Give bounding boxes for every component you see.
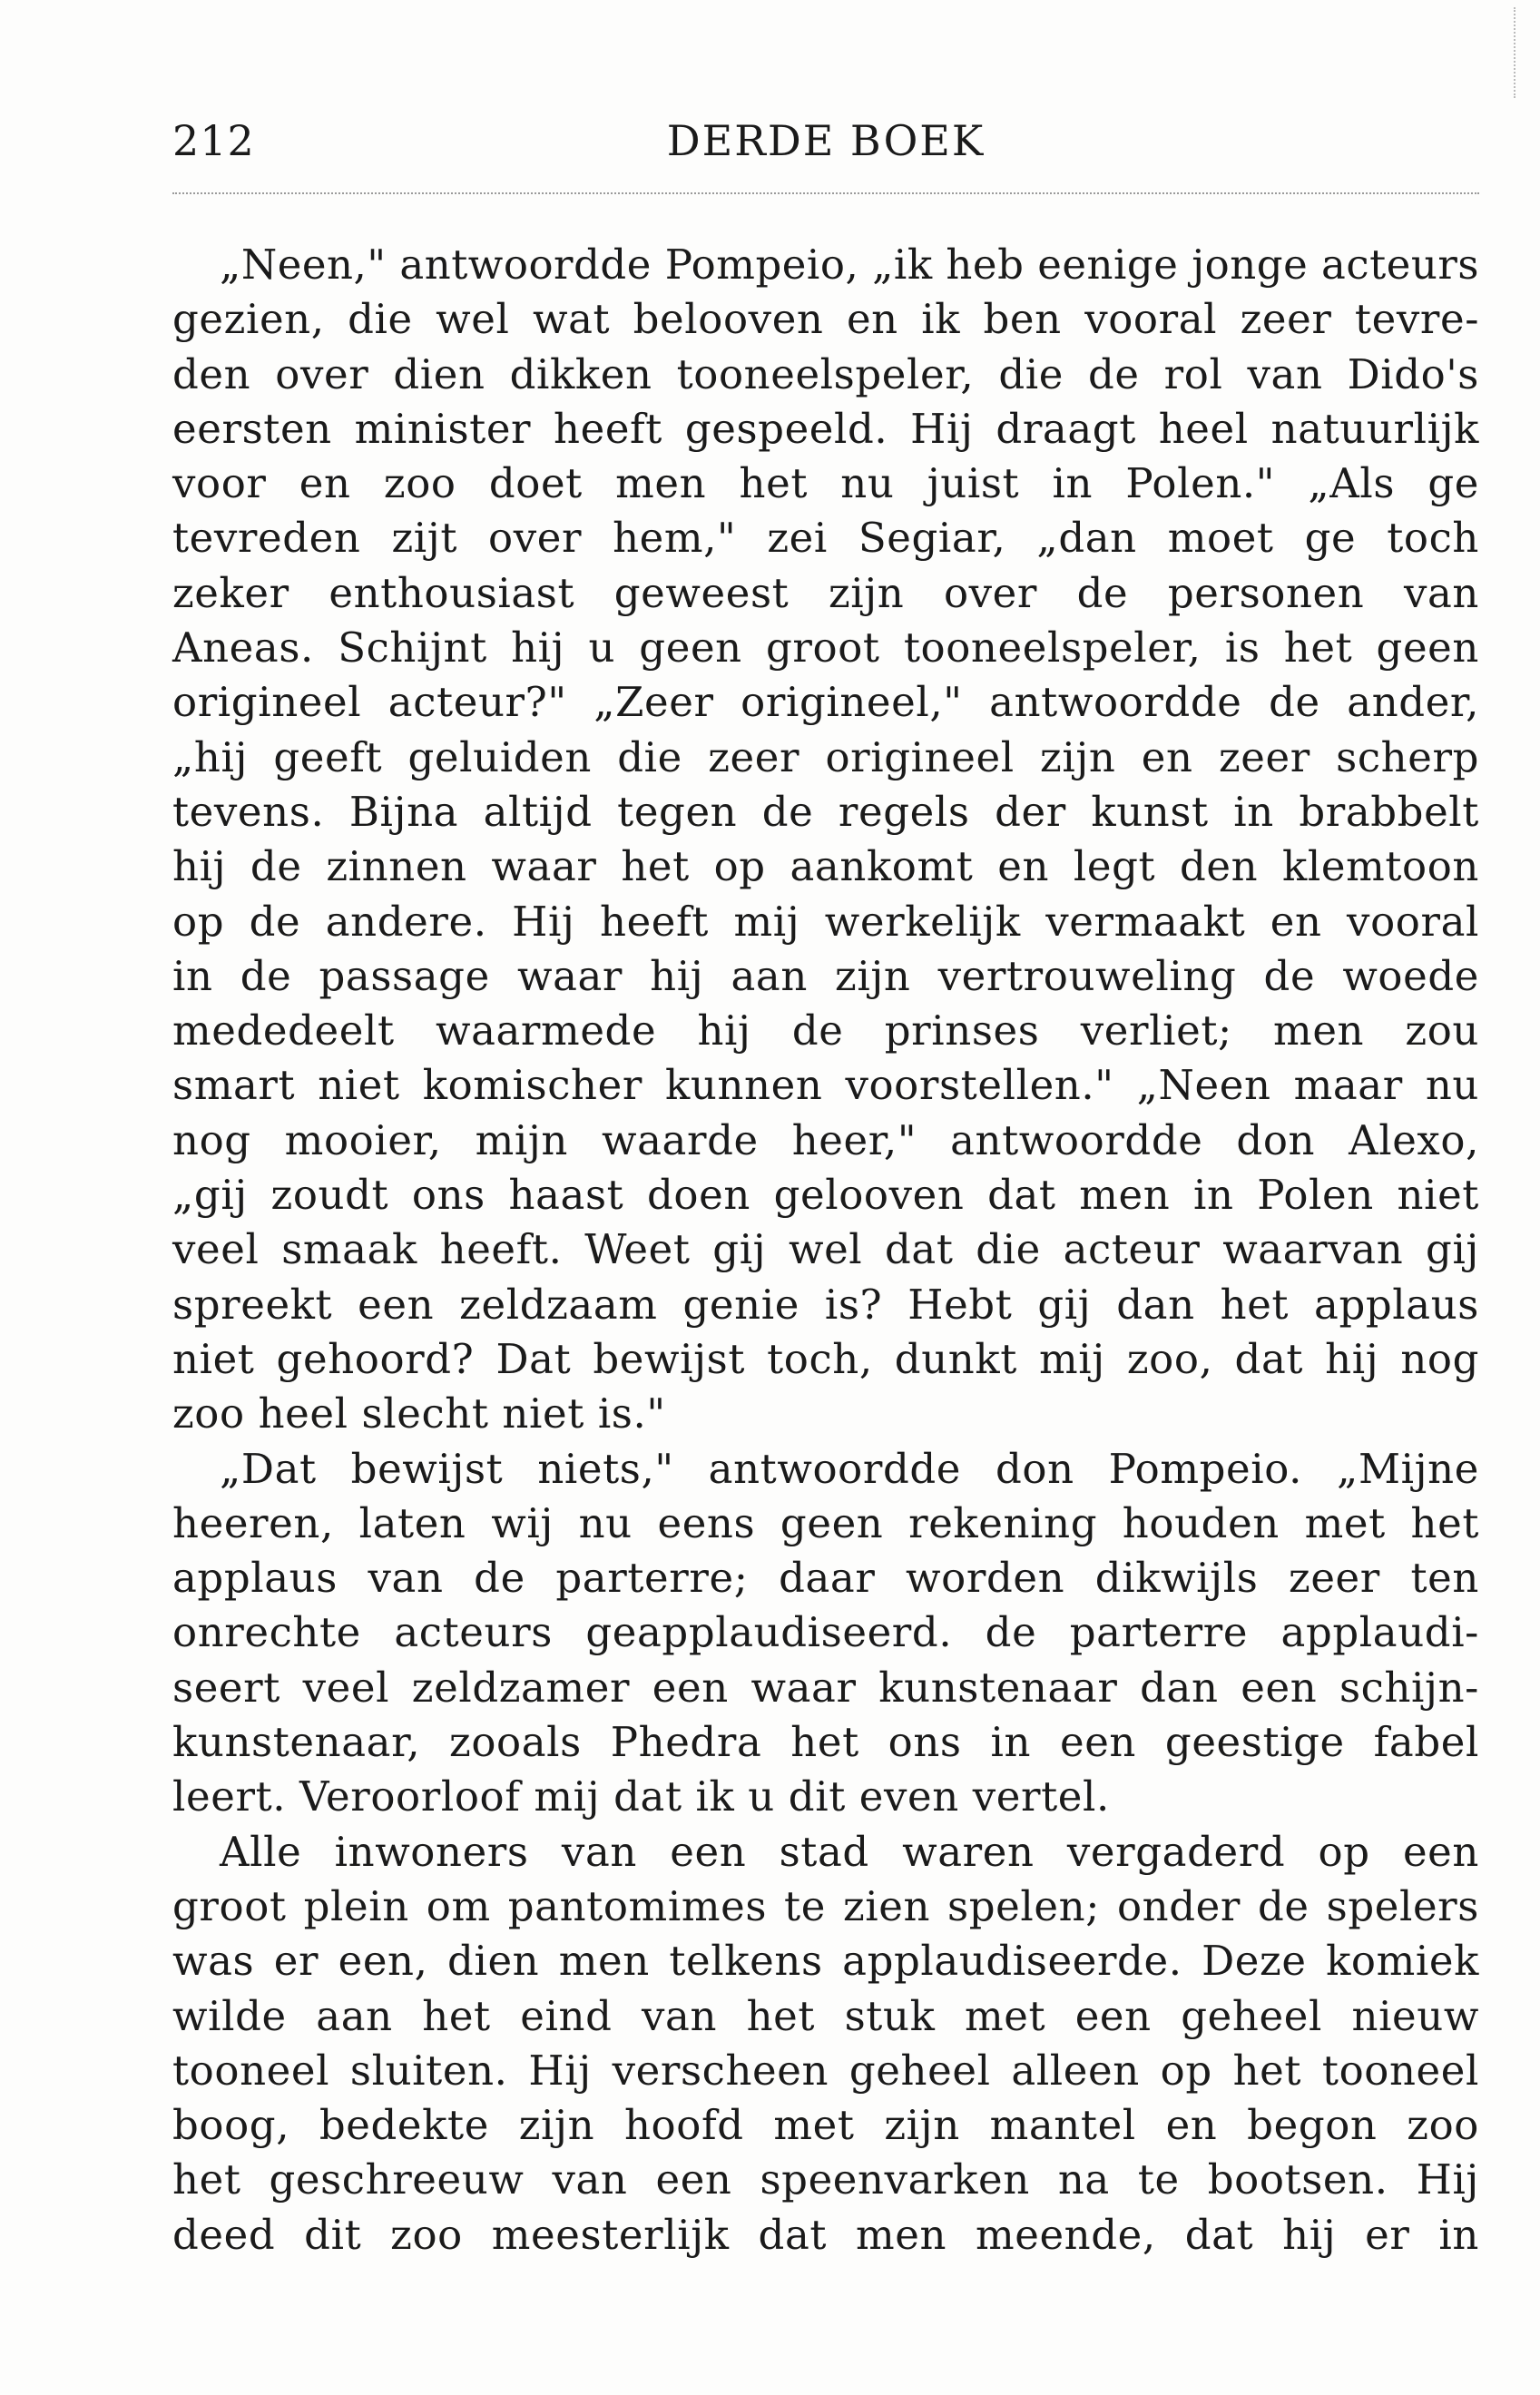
text-line: veel smaak heeft. Weet gij wel dat die acteur waarvan gij xyxy=(172,1225,1479,1274)
text-line: seert veel zeldzamer een waar kunstenaar dan een schijn- xyxy=(172,1663,1479,1712)
text-line: origineel acteur?" „Zeer origineel," antwoordde de ander, xyxy=(172,678,1479,727)
text-line: applaus van de parterre; daar worden dikwijls zeer ten xyxy=(172,1554,1479,1603)
header-rule xyxy=(172,192,1479,194)
text-line: tevreden zijt over hem," zei Segiar, „dan moet ge toch xyxy=(172,514,1479,563)
text-line: Aneas. Schijnt hij u geen groot tooneelspeler, is het geen xyxy=(172,623,1479,672)
text-line: nog mooier, mijn waarde heer," antwoordde don Alexo, xyxy=(172,1115,1479,1164)
text-line: zeker enthousiast geweest zijn over de personen van xyxy=(172,568,1479,617)
text-line: den over dien dikken tooneelspeler, die de rol van Dido's xyxy=(172,349,1479,398)
page-header xyxy=(172,116,1479,171)
text-line: groot plein om pantomimes te zien spelen; onder de spelers xyxy=(172,1881,1479,1930)
text-line: voor en zoo doet men het nu juist in Polen." „Als ge xyxy=(172,459,1479,508)
text-line: boog, bedekte zijn hoofd met zijn mantel en begon zoo xyxy=(172,2101,1479,2150)
text-line: deed dit zoo meesterlijk dat men meende, dat hij er in xyxy=(172,2210,1479,2259)
text-line: Alle inwoners van een stad waren vergaderd op een xyxy=(220,1827,1479,1876)
text-line: „gij zoudt ons haast doen gelooven dat men in Polen niet xyxy=(172,1171,1479,1220)
text-line: niet gehoord? Dat bewijst toch, dunkt mij zoo, dat hij nog xyxy=(172,1334,1479,1383)
text-line: in de passage waar hij aan zijn vertrouweling de woede xyxy=(172,951,1479,1000)
margin-mark xyxy=(1514,7,1519,98)
text-line: was er een, dien men telkens applaudiseerde. Deze komiek xyxy=(172,1937,1479,1986)
text-line: heeren, laten wij nu eens geen rekening houden met het xyxy=(172,1498,1479,1547)
text-line: eersten minister heeft gespeeld. Hij draagt heel natuurlijk xyxy=(172,404,1479,453)
text-line: „Dat bewijst niets," antwoordde don Pompeio. „Mijne xyxy=(220,1444,1479,1493)
text-line: op de andere. Hij heeft mij werkelijk vermaakt en vooral xyxy=(172,897,1479,946)
text-line: „hij geeft geluiden die zeer origineel zijn en zeer scherp xyxy=(172,732,1479,781)
text-line: leert. Veroorloof mij dat ik u dit even vertel. xyxy=(172,1772,1110,1821)
text-line: hij de zinnen waar het op aankomt en legt den klemtoon xyxy=(172,842,1479,891)
paragraph xyxy=(172,1825,1479,2262)
text-line: zoo heel slecht niet is." xyxy=(172,1389,666,1438)
text-line: onrechte acteurs geapplaudiseerd. de parterre applaudi- xyxy=(172,1608,1479,1657)
body-text xyxy=(172,238,1479,2262)
text-line: gezien, die wel wat belooven en ik ben vooral zeer tevre- xyxy=(172,295,1479,344)
text-line: het geschreeuw van een speenvarken na te bootsen. Hij xyxy=(172,2155,1479,2204)
text-line: tooneel sluiten. Hij verscheen geheel alleen op het tooneel xyxy=(172,2046,1479,2095)
page-number: 212 xyxy=(172,116,255,165)
text-line: smart niet komischer kunnen voorstellen." „Neen maar nu xyxy=(172,1061,1479,1110)
text-line: spreekt een zeldzaam genie is? Hebt gij dan het applaus xyxy=(172,1280,1479,1329)
running-head: DERDE BOEK xyxy=(666,116,986,165)
text-line: mededeelt waarmede hij de prinses verliet; men zou xyxy=(172,1006,1479,1055)
text-line: „Neen," antwoordde Pompeio, „ik heb eenige jonge acteurs xyxy=(220,240,1479,289)
text-line: kunstenaar, zooals Phedra het ons in een geestige fabel xyxy=(172,1718,1479,1767)
text-line: wilde aan het eind van het stuk met een geheel nieuw xyxy=(172,1991,1479,2040)
text-line: tevens. Bijna altijd tegen de regels der kunst in brabbelt xyxy=(172,787,1479,836)
paragraph xyxy=(172,1442,1479,1825)
paragraph xyxy=(172,238,1479,1442)
